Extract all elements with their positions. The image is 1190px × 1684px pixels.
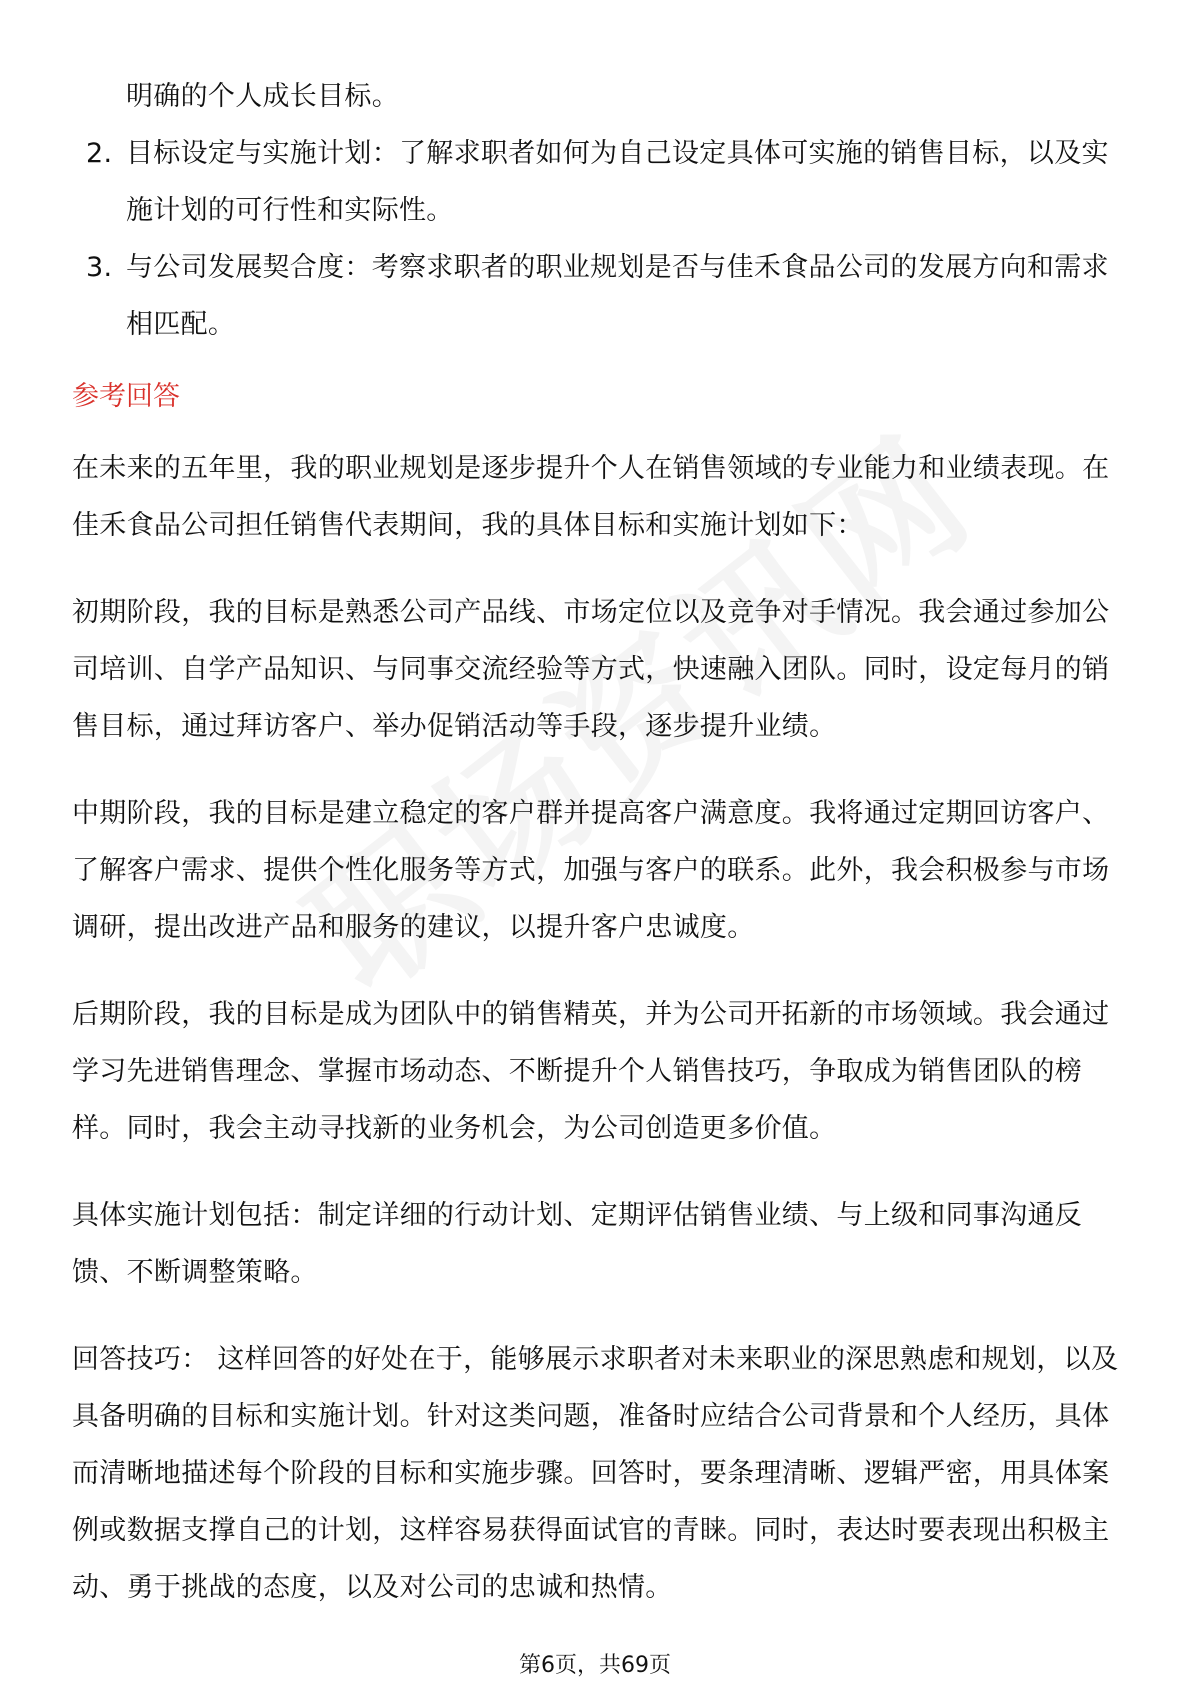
list-item-continued: 明确的个人成长目标。 [126,81,399,112]
list-item-number: 2. [86,138,113,169]
early-stage-paragraph: 初期阶段，我的目标是熟悉公司产品线、市场定位以及竞争对手情况。我会通过参加公司培训、自学产品知识、与同事交流经验等方式，快速融入团队。同时，设定每月的销售目标，通过拜访客户、举办促销活动等手段，逐步提升业绩。 [72,597,1110,742]
list-item-2 [72,125,1122,239]
answer-tips-paragraph: 回答技巧： 这样回答的好处在于，能够展示求职者对未来职业的深思熟虑和规划，以及具备明确的目标和实施计划。针对这类问题，准备时应结合公司背景和个人经历，具体而清晰地描述每个阶段的目标和实施步骤。回答时，要条理清晰、逻辑严密，用具体案例或数据支撑自己的计划，这样容易获得面试官的青睐。同时，表达时要表现出积极主动、勇于挑战的态度，以及对公司的忠诚和热情。 [72,1344,1119,1603]
implementation-plan-paragraph: 具体实施计划包括：制定详细的行动计划、定期评估销售业绩、与上级和同事沟通反馈、不断调整策略。 [72,1200,1083,1288]
late-stage-paragraph: 后期阶段，我的目标是成为团队中的销售精英，并为公司开拓新的市场领域。我会通过学习先进销售理念、掌握市场动态、不断提升个人销售技巧，争取成为销售团队的榜样。同时，我会主动寻找新的业务机会，为公司创造更多价值。 [72,999,1110,1144]
list-item-number: 3. [86,252,113,283]
mid-stage-paragraph: 中期阶段，我的目标是建立稳定的客户群并提高客户满意度。我将通过定期回访客户、了解客户需求、提供个性化服务等方式，加强与客户的联系。此外，我会积极参与市场调研，提出改进产品和服务的建议，以提升客户忠诚度。 [72,798,1110,943]
section-title: 参考回答 [72,381,180,412]
answer-intro-paragraph: 在未来的五年里，我的职业规划是逐步提升个人在销售领域的专业能力和业绩表现。在佳禾食品公司担任销售代表期间，我的具体目标和实施计划如下： [72,453,1110,541]
list-item-text: 目标设定与实施计划：了解求职者如何为自己设定具体可实施的销售目标，以及实施计划的可行性和实际性。 [126,138,1109,226]
page-content [72,68,1122,1616]
page-number: 第6页，共69页 [519,1653,671,1678]
list-item-text: 与公司发展契合度：考察求职者的职业规划是否与佳禾食品公司的发展方向和需求相匹配。 [126,252,1109,340]
list-item-3 [72,239,1122,353]
